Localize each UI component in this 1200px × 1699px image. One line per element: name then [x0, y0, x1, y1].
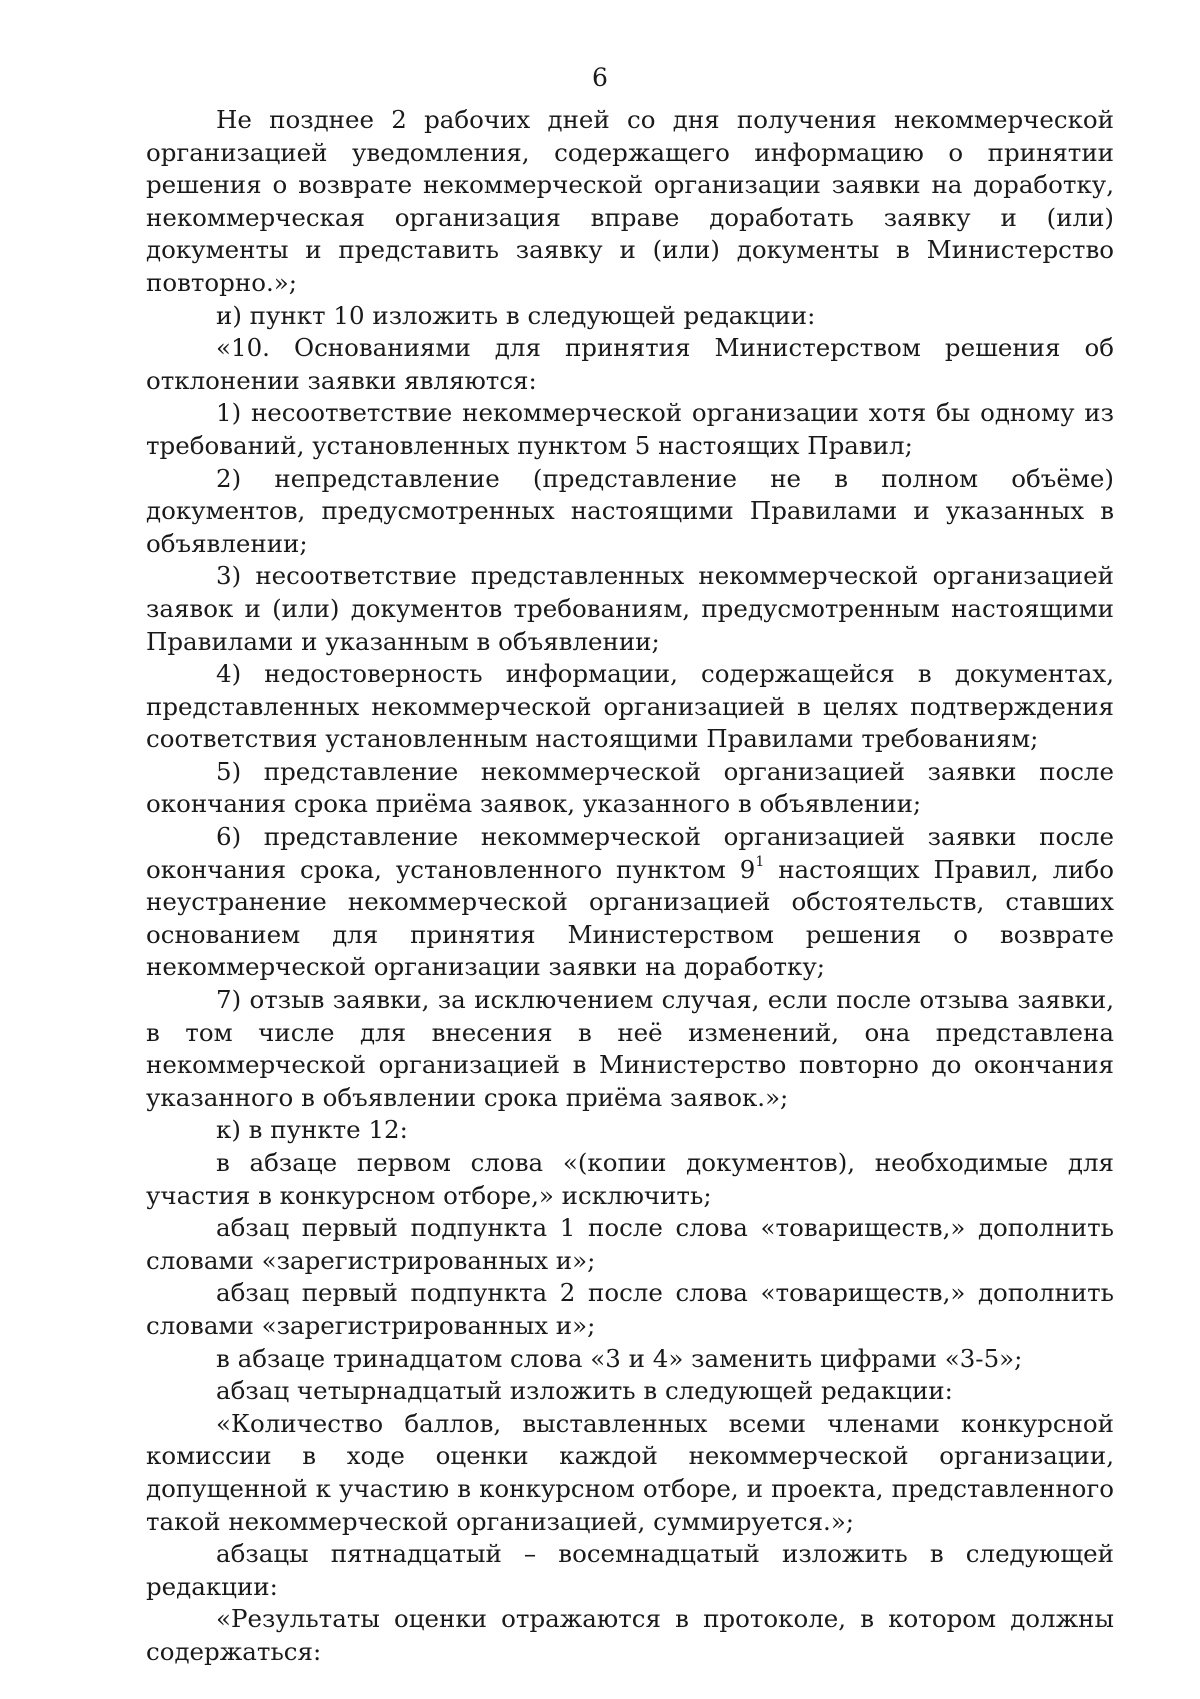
- paragraph: «Количество баллов, выставленных всеми членами конкурсной комиссии в ходе оценки каждой некоммерческой организации, допущенной к участию в конкурсном отборе, и проекта, представленного такой некоммерческой организацией, суммируется.»;: [146, 1408, 1114, 1536]
- paragraph-with-superscript: [146, 821, 1114, 984]
- paragraph: «Результаты оценки отражаются в протоколе, в котором должны содержаться:: [146, 1604, 1114, 1666]
- paragraph: 4) недостоверность информации, содержащейся в документах, представленных некоммерческой организацией в целях подтверждения соответствия установленным настоящими Правилами требованиям;: [146, 659, 1114, 754]
- document-body: [146, 104, 1114, 1669]
- paragraph: «10. Основаниями для принятия Министерством решения об отклонении заявки являются:: [146, 333, 1114, 395]
- paragraph: в абзаце первом слова «(копии документов), необходимые для участия в конкурсном отборе,» исключить;: [146, 1148, 1114, 1210]
- paragraph: 5) представление некоммерческой организацией заявки после окончания срока приёма заявок, указанного в объявлении;: [146, 756, 1114, 819]
- paragraph: Не позднее 2 рабочих дней со дня получения некоммерческой организацией уведомления, содержащего информацию о принятии решения о возврате некоммерческой организации заявки на доработку, некоммерческая организация вправе доработать заявку и (или) документы и представить заявку и (или) документы в Министерство повторно.»;: [146, 105, 1114, 297]
- paragraph: абзац первый подпункта 2 после слова «товариществ,» дополнить словами «зарегистрированных и»;: [146, 1278, 1114, 1340]
- paragraph: 2) непредставление (представление не в полном объёме) документов, предусмотренных настоящими Правилами и указанных в объявлении;: [146, 463, 1114, 558]
- paragraph: и) пункт 10 изложить в следующей редакции:: [216, 300, 816, 330]
- paragraph-text-after: настоящих Правил, либо неустранение некоммерческой организацией обстоятельств, ставших основанием для принятия Министерством решения о возврате некоммерческой организации заявки на доработку;: [146, 854, 1114, 982]
- paragraph: 3) несоответствие представленных некоммерческой организацией заявок и (или) документов требованиям, предусмотренным настоящими Правилами и указанным в объявлении;: [146, 561, 1114, 656]
- paragraph: в абзаце тринадцатом слова «3 и 4» заменить цифрами «3-5»;: [216, 1343, 1023, 1373]
- paragraph: 1) несоответствие некоммерческой организации хотя бы одному из требований, установленных пунктом 5 настоящих Правил;: [146, 398, 1114, 460]
- paragraph: абзац четырнадцатый изложить в следующей редакции:: [216, 1376, 953, 1406]
- paragraph: абзацы пятнадцатый – восемнадцатый изложить в следующей редакции:: [146, 1539, 1114, 1601]
- superscript: 1: [755, 853, 765, 870]
- paragraph: к) в пункте 12:: [216, 1115, 408, 1145]
- page-number: 6: [592, 63, 608, 92]
- paragraph-text-before: 6) представление некоммерческой организацией заявки после окончания срока, установленного пунктом 9: [146, 822, 1114, 884]
- paragraph: абзац первый подпункта 1 после слова «товариществ,» дополнить словами «зарегистрированных и»;: [146, 1213, 1114, 1275]
- paragraph: 7) отзыв заявки, за исключением случая, если после отзыва заявки, в том числе для внесения в неё изменений, она представлена некоммерческой организацией в Министерство повторно до окончания указанного в объявлении срока приёма заявок.»;: [146, 985, 1114, 1112]
